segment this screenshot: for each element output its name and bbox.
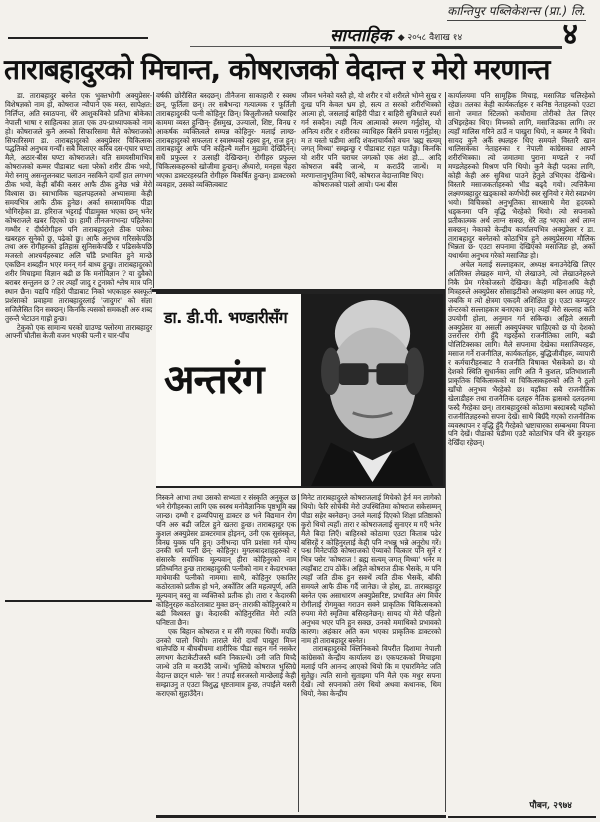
publisher-name: कान्तिपुर पब्लिकेशन्स (प्रा.) लि. [447, 2, 586, 21]
column-divider [153, 92, 154, 288]
masthead-rule [8, 37, 148, 39]
portrait-image [301, 294, 443, 486]
paragraph: निस्कने आभा तथा उसको सभ्यता र संस्कृति अनुकूल छ भने रोगीहरुका लागि एक स्वस्थ मनोवैज्ञानिक पृष्ठभूमि बन्न जान्छ। दम्भी र द्रव्यपिपासु डाक्टर छ भने विद्यमान रोग पनि अरु बढी जटिल हुने खतरा हुन्छ। ताराबहादुर एक कुशल अक्युप्रेसर डाक्टरमात्र होइनन्, उनी एक सुसंस्कृत, विनम्र युवक पनि हुन्। उनीभन्दा पनि प्रशंसा गर्न योग्य उनकी धर्म पत्नी छन्- कोहिनुर। मुगलबादशाहहरुको र संसारकै सर्वाधिक मूल्यवान् हीरा कोहिनुरको नाम प्रतिध्वनित हुन्छ ताराबहादुरकी पत्नीको नाम र केदारभक्त माथेमाकी पत्नीको नाममा। साथै, कोहिनुर एकातिर कठोरताको प्रतीक हो भने, अर्कोतिर अति महत्वपूर्ण, अति मूल्यवान् वस्तु वा व्यक्तिको प्रतीक हो। तारा र केदारकी कोहिनुरहरु कठोरताबाट मुक्त छन्- ताराकी कोहिनुरबारे म बढी विश्वस्त छु। केदारकी कोहिनुरसित मेरो त्यति घनिष्टता छैन। [156, 493, 296, 627]
paragraph: कोषराजको पालो आयो। पन्ध बीस [313, 180, 398, 190]
paper-masthead [330, 24, 562, 49]
article-column-3-lower [301, 494, 441, 699]
paragraph: एक बिहान कोषराज र म सँगै गएका थियौं। मपछि उनको पालो थियो। ताराले मेरो दायाँ पाखुरा मिच्न थालेपछि म बीचबीचमा शारीरिक पीडा सहन गर्न नसकेर लगभग केटाकेटीजस्तै ध्वनि निकाल्थें। उनी जति मिच्दै जान्थे उति म कराउँदै जान्थें। भुस्तिग्रे कोषराज भुस्तिग्रे वेदान्त छाट्न थाले- 'सर ! तपाईं सरजस्तो मान्छेलाई केही सम्झाउनु त एउटा विशुद्ध धृष्टतामात्र हुन्छ, तपाईंले यसरी कराएको सुहाउँदैन। [156, 626, 296, 698]
paragraph: मिनेट ताराबहादुरले कोषराजलाई मिचेको हेर्न मन लागेको थियो। फेरि सोचेकी मेरो उपस्थितिमा कोषराज सकेसम्मन् पीडा सहेर बस्नेछन्। उनले मलाई दिएको शिक्षा प्रतिष्ठाको कुरो थियो त्यहाँ। तारा र कोषराजलाई सुनाएर म गएँ भनेर मैले बिदा लिएँ। बाहिरको कोठामा एउटा किताब पढेर बसिरहें र कोहिनुरलाई केही पनि नभन्नु भन्ने अनुरोध गरें। पन्ध्र मिनेटपछि कोषराजको ऐय्याको चित्कार पनि सुनें र भित्र पसेर 'कोषराज ! ब्रह्म सत्यम् जगत् मिथ्या' भनेर म त्यहाँबाट टाप ठोकें। अहिले कोषराज ठीक भैसके, म पनि त्यहाँ जति ठीक हुन सक्थें त्यति ठीक भैसकें, बाँकी समयले आफै ठीक गर्दै जानेछ। जे होस्, डा. ताराबहादुर बस्नेत एक असाधारण अक्युप्रेसरिष्ट, प्रभावित अंग मिचेर रोगीलाई रोगमुक्त गराउन सक्ने प्राकृतिक चिकित्सकको रुपमा मेरो स्मृतिमा बसिरहनेछन्। सायद यो मेरो पहिलो अनुभव भएर पनि हुन सक्छ, उनको ममाथिको प्रभावको कारण। अहंकार अति कम भएका प्राकृतिक डाक्टरको नाम हो ताराबहादुर बस्नेत। [301, 493, 441, 645]
author-photo [301, 294, 443, 486]
paragraph: अचेल मलाई सल्लाहकार, अध्यक्ष बनाउनेदेखि लिएर अतिरिक्त लेखहरु माग्ने, यो लेखाउने, त्यो लेखाउनेहरुले निकै प्रेम गरेकोजस्तो देखिन्छ। केही महिनाअघि केही मित्रहरुले अक्युप्रेसर सोसाइटीको अध्यक्षमा बस्न आग्रह गरे, जबकि म त्यो क्षेत्रमा एकदमै अशिक्षित छु। एउटा कम्प्युटर सेन्टरको सल्लाहकार बनाएका छन्। त्यहाँ मेरो सल्लाह कति उपयोगी होला, अनुमान गर्न सकिन्छ। अहिले असली अक्युप्रेसर वा असली अक्युपंक्चर चाहिएको छ यो देशको उत्तरोत्तर रोगी हुँदै गइरहेको राजनीतिका लागि, बढी पोलिटिक्सका लागि। मैले सपनामा देखेका मसाजियरहरु, मसाज गर्ने राजनीतिज्ञ, कार्यकर्ताहरु, बुद्धिजीवीहरु, व्यापारी र कर्मचारीहरुबाट नै राजनीति विषाक्त भैसकेको छ। यो देशको स्थिति सुधार्नका लागि अति नै कुशल, प्रतिभाशाली प्राकृतिक चिकित्सकको वा चिकित्सकहरुको अति नै ठूलो खाँचो अनुभव भैरहेको छ। यहाँका सबै राजनीतिक खेलाडीहरु तथा राजनैतिक दलहरु नैतिक ह्रासको दलदलमा फस्दै गैरहेका छन्। ताराबहादुरको कोठामा बस्दाबस्दै यहाँको राजनीतिज्ञहरुको सपना देखें। साथै बिग्रँदै गएको राजनीतिक व्यवस्थापन र वृद्धि हुँदै गैरहेको भ्रष्टाचारका सम्बन्धमा विपना पनि देखें। पीडाको घडीमा एउटै कोठाभित्र पनि धेरै कुराहरु देखिँदा रहेछन्। [448, 260, 595, 448]
paper-date: ◆ २०५८ वैशाख १४ [397, 33, 463, 43]
paragraph: टेकुको एक सामान्य घरको ग्राउण्ड फ्लोरमा ताराबहादुर आफ्नी चौतीस केजी वजन भएकी पत्नी र चार-पाँच [5, 322, 152, 341]
column-end-rule [5, 600, 152, 602]
page-number: ४ [562, 17, 578, 52]
article-column-1 [5, 92, 152, 341]
bottom-rule [156, 815, 446, 818]
paragraph: डा. ताराबहादुर बस्नेत एक भुक्तभोगी अक्युप्रेसर-विशेषज्ञको नाम हो, कोषराज न्यौपाने एक मस्त, सापेक्षत: निर्लिप्त, अति स्वाठपना, धेरै आशुकविको प्रतिभा बोकेका नेपाली भाषा र साहित्यका ज्ञाता एक उप-प्राध्यापकको नाम हो। कोषराजले कुनै अरुको सिफारिसमा मैले कोषराजको सिफारिसमा डा. ताराबहादुरको अक्युप्रेसर चिकित्सक पद्धतिको अनुभव गर्न्यौं। सबै मिलाएर करिब दस-एघार घण्टा मैले, अठार-बीस घण्टा कोषराजले। यति समयसीमाभित्र कोषराजको कम्मर पीडाबाट थला परेको शरीर ठीक भयो, मेरो स्नायु असन्तुलनबाट चलाउन नसकिने दायाँ हात लगभग ठीक भयो, केही बाँकी कसर आफै ठीक हुनेछ भन्ने मेरो विश्वास छ। स्वाभाविक चहलपहलको अभ्यासमा केही समयभित्र आफै ठीक हुनेछ। अर्का समसामयिक पीडा भोगिरहेका डा. हरिराज भट्टराई पीडामुक्त भएका छन् भनेर कोषराजले खबर दिएको छ। हामी तीनजनाभन्दा पहिलेका गम्भीर र दीर्घरोगीहरु पनि ताराबहादुरले ठीक पारेका खबरहरु सुनेको छु, पढेको छु। आफै अनुभव गरिसकेपछि तथा अरु रोगीहरुको इतिहास सुनिसकेपछि र पढिसकेपछि मजस्तो आश्चर्यहरुबाट अलि चाँडै प्रभावित हुने मान्छे एकछिन शब्दहीन भएर मनन् गर्न बाध्य हुन्छु। ताराबहादुरको शरीर मिचाइमा विज्ञान बढी छ कि मनोविज्ञान ? या दुवैको बराबर सन्तुलन छ ? तर त्यहाँ जादु र टुनाको श्लेष मात्र पनि स्थान छैन। यद्यपि गहिरो पीडाबाट निको भएकाहरु स्वस्फूर्त प्रशंसाको प्रवाहमा ताराबहादुरलाई 'जादुगर' को संज्ञा सजिलैसित दिन सक्छन्। किनकि त्यसको समकक्षी अरु शब्द तुरुन्तै भेटाउन गाह्रो हुन्छ। [5, 91, 152, 323]
section-title: अन्तरंग [164, 357, 264, 403]
paper-name: साप्ताहिक [330, 26, 392, 46]
masthead-rule [190, 46, 330, 47]
paragraph: जीवन भनेको यस्तै हो, यो शरीर र यो शरीरले भोग्ने सुख र दुःख पनि केवल भ्रम हो, सत्य त सरको शरीरभित्रको आत्मा हो, जसलाई बाहिरी पीडा र बाहिरी सुविधाले स्पर्श गर्न सक्दैन। त्यही नित्य आत्माको स्मरण गर्नुहोस्, यो अनित्य शरीर र शरीरका व्याधिहरु बिर्सने प्रयास गर्नुहोस्। म त यस्तो घडीमा आदि शंकराचार्यको वचन 'ब्रह्म सत्यम् जगत् मिथ्या' सम्झन्छु र पीडाबाट राहत पाउँछु। किनकि यो शरीर पनि चराचर जगत्को एक अंश हो... आदि कोषराज बर्बदै जान्थे, म कराउँदै जान्थें। म मरणान्तानुभूतिमा थिएँ, कोषराज वेदान्ताविष्ट थिए। [301, 91, 441, 181]
paragraph: ताराबहादुरको क्लिनिकको विपरीत दिशामा नेपाली कांग्रेसको केन्द्रीय कार्यालय छ। एकपटकको मिचाइमा मलाई पनि आनन्द आएको थियो कि म एघारमिनेट जति सुतेछु। त्यति सानो सुताइमा पनि मैले एक मधुर सपना देखें। त्यो सपनाको तरंग थियो अथवा कथानक, थिम थियो, नेका केन्द्रीय [301, 644, 441, 698]
column-divider [298, 494, 299, 812]
paragraph: वर्षकी छोरीसित बस्दछन्। तीनैजना साकाहारी र स्वस्थ छन्, फूर्तिला छन्। तर सबैभन्दा गत्यात्मक र फूर्तिली ताराबहादुरकी पत्नी कोहिनुर छिन्। बिजुलीजस्तै घरबाहिर काममा व्यस्त हुन्छिन्- हँसमुख, उज्यालो, शिष्ट, विनम्र र आकर्षक व्यक्तित्वले सम्पन्न कोहिनुर- मलाई लाग्छ- ताराबहादुरको सफलता र स्वास्थ्यको रहस्य हुन्, राज हुन्। ताराबहादुर आफै पनि कहिल्यै मलीन मुद्रामा देखिँदैनन्। सधैं प्रफुल्ल र उत्साही देखिन्छन्। रोगीहरु प्रफुल्ल चिकित्सकहरुको खोजीमा हुन्छन्। अँध्यारो, मनहस चेहरा भएका डाक्टरहरुप्रति रोगीहरु विकर्षित हुन्छन्। डाक्टरको व्यवहार, उसको व्यक्तित्वबाट [156, 91, 296, 190]
column-divider [445, 92, 446, 812]
article-column-2-lower [156, 494, 296, 699]
headline: ताराबहादुरको मिचान्त, कोषराजको वेदान्त र मेरो मरणान्त [4, 53, 550, 86]
bottom-rule [448, 816, 596, 818]
photo-credit: पौबन, २९७४ [529, 801, 572, 811]
article-column-3 [301, 92, 441, 190]
article-column-4 [448, 92, 595, 448]
paragraph: कार्यालयमा पनि सामूहिक मिचाइ, मसाजिङ चलिरहेको रहेछ। तलका केही कार्यकर्ताहरु र कनिष्ठ नेताहरुको एउटा सानो जमात स्टिलको कचौरामा तोरीको तेल लिएर उभिइरहेका थिए। मिच्नको लागि, मसाजिङका लागि। तर त्यहाँ मालिस गरिने ठाउँ न पाखुरा थियो, न कम्मर नै थियो। सायद कुनै अर्कै स्थलहरु थिए समयले विस्तारै खान थालिसकेका नेताहरुका र नेपाली कांग्रेसका आफ्नै शरीरभित्रका। त्यो जमातमा पुराना मण्डले र नयाँ मण्डलेहरुको मिश्रण पनि थियो। कुनै केही पदका लागि, कोही केही अरु सुविधा पाउने हेतुले उभिएका देखिन्थे। विस्तारै मसाजकर्ताहरुको भीड बढ्दै गयो। त्यत्तिकैमा लक्ष्मणबहादुर खड्काको कर्णभेदी स्वर सुनियो र मेरो स्वप्नभंग भयो। विचित्रको अनुभूतिका साथसाथै मेरा हृदयको धड्कनमा पनि वृद्धि भैरहेको थियो। त्यो सपनाको प्रतीकात्मक अर्थ लाग्न सक्छ, धेरै तह भएका अर्थ लाग्न सक्छन्। नेकाको केन्द्रीय कार्यालयभित्र अक्युप्रेसर र डा. ताराबहादुर बस्नेतको कोठाभित्र हुने अक्युप्रेसरमा मौलिक भिन्नता छ- एउटा सपनामा देखिएको मसाजिङ हो, अर्को यथार्थमा अनुभव गरेको मसाजिङ हो। [448, 91, 595, 261]
article-column-2 [156, 92, 296, 190]
author-byline: डा. डी.पी. भण्डारीसँग [164, 308, 288, 327]
